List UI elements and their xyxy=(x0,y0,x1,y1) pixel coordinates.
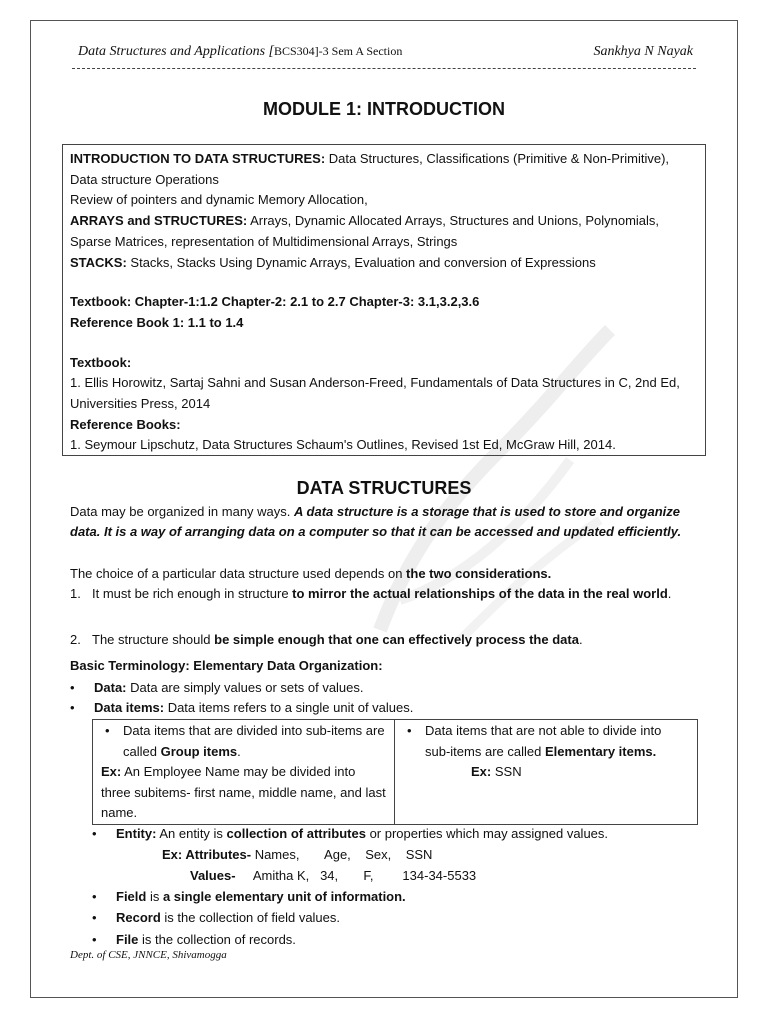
bullet-field: • Field is a single elementary unit of information. xyxy=(92,889,406,904)
syllabus-intro-line3: Review of pointers and dynamic Memory Allocation, xyxy=(70,192,368,208)
bullet-record: • Record is the collection of field values. xyxy=(92,910,341,925)
choice-paragraph: The choice of a particular data structure used depends on the two considerations. xyxy=(70,566,552,581)
syllabus-arrays: ARRAYS and STRUCTURES: Arrays, Dynamic Allocated Arrays, Structures and Unions, Polynomials, xyxy=(70,213,660,229)
bullet-file: • File is the collection of records. xyxy=(92,932,296,947)
course-header: Data Structures and Applications [BCS304]-3 Sem A Section xyxy=(78,44,403,59)
terminology-heading: Basic Terminology: Elementary Data Organization: xyxy=(70,658,383,673)
section-title: DATA STRUCTURES xyxy=(296,478,472,498)
textbook-entry: 1. Ellis Horowitz, Sartaj Sahni and Susan Anderson-Freed, Fundamentals of Data Structures in C, 2nd Ed, Universities Press, 2014 xyxy=(70,375,680,412)
bullet-data: • Data: Data are simply values or sets of values. xyxy=(70,680,364,695)
textbook-chapters: Textbook: Chapter-1:1.2 Chapter-2: 2.1 to 2.7 Chapter-3: 3.1,3.2,3.6 xyxy=(70,294,480,310)
reference-heading: Reference Books: xyxy=(70,416,181,432)
intro-paragraph: Data may be organized in many ways. A data structure is a storage that is used to store and organize data. It is a way of arranging data on a computer so that it can be accessed and updated efficiently. xyxy=(70,504,682,539)
bullet-entity: • Entity: An entity is collection of attributes or properties which may assigned values. xyxy=(92,826,609,841)
elementary-items-cell: • Data items that are not able to divide into sub-items are called Elementary items. Ex: SSN xyxy=(407,723,662,779)
entity-attributes: Ex: Attributes- Names, Age, Sex, SSN xyxy=(162,847,433,862)
consideration-item: 2. The structure should be simple enough that one can effectively process the data. xyxy=(70,632,583,647)
entity-values: Values- Amitha K, 34, F, 134-34-5533 xyxy=(190,868,477,883)
footer-department: Dept. of CSE, JNNCE, Shivamogga xyxy=(70,949,227,961)
header-divider xyxy=(72,68,696,69)
module-title: MODULE 1: INTRODUCTION xyxy=(263,99,505,119)
syllabus-intro: INTRODUCTION TO DATA STRUCTURES: Data Structures, Classifications (Primitive & Non-Primitive), xyxy=(70,151,670,166)
syllabus-intro-line2: Data structure Operations xyxy=(70,171,219,187)
bullet-data-items: • Data items: Data items refers to a single unit of values. xyxy=(70,700,414,715)
syllabus-box xyxy=(62,144,706,456)
author-name: Sankhya N Nayak xyxy=(593,44,693,59)
syllabus-arrays-line2: Sparse Matrices, representation of Multidimensional Arrays, Strings xyxy=(70,233,458,249)
syllabus-stacks: STACKS: Stacks, Stacks Using Dynamic Arrays, Evaluation and conversion of Expressions xyxy=(70,254,596,270)
group-items-cell: • Data items that are divided into sub-items are called Group items. Ex: An Employee Name may be divided into three subitems- first name, middle name, and last name. xyxy=(93,720,395,824)
reference-entry: 1. Seymour Lipschutz, Data Structures Schaum's Outlines, Revised 1st Ed, McGraw Hill, 2014. xyxy=(70,437,616,453)
reference-chapters: Reference Book 1: 1.1 to 1.4 xyxy=(70,314,244,330)
data-items-table xyxy=(92,719,698,825)
consideration-item: 1. It must be rich enough in structure to mirror the actual relationships of the data in the real world. xyxy=(70,586,672,601)
textbook-heading: Textbook: xyxy=(70,354,132,370)
